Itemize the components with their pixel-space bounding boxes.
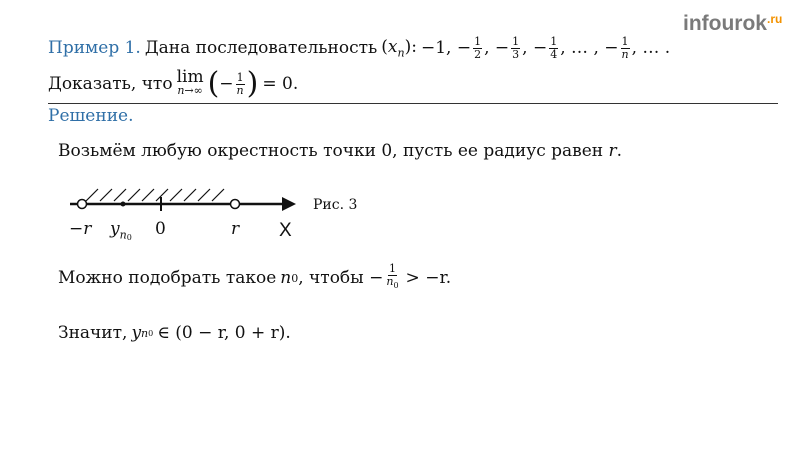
solution-label: Решение. bbox=[48, 106, 134, 126]
infourok-logo bbox=[683, 12, 782, 36]
label-r: r bbox=[231, 219, 240, 239]
example-statement: Дана последовательность bbox=[144, 38, 378, 58]
example-line: Пример 1. Дана последовательность $(x_n)$: −1, − $\frac{1}{2}$ , − $\frac{1}{3}$ , − $\frac{1}{4}$ , … , − $\frac{1}{n}$ , … . bbox=[48, 34, 671, 61]
fraction-1-2: $\frac{1}{2}$ bbox=[474, 34, 482, 61]
logo-suffix: .ru bbox=[767, 12, 783, 26]
label-minus-r: −r bbox=[69, 219, 92, 239]
limit: lim n→∞ bbox=[176, 67, 204, 97]
fraction-1-n0: $\frac{1}{n_0}$ bbox=[386, 262, 399, 291]
fraction-1-n-limit: $\frac{1}{n}$ bbox=[236, 70, 244, 97]
example-label: Пример 1. bbox=[48, 38, 141, 58]
figure-caption: Рис. 3 bbox=[313, 197, 358, 213]
point-minus-r bbox=[78, 200, 87, 209]
step-2: Можно подобрать такое n 0 , чтобы − $\frac{1}{n_0}$ > −r. bbox=[58, 262, 452, 291]
fraction-1-4: $\frac{1}{4}$ bbox=[550, 34, 558, 61]
prove-text: Доказать, что bbox=[48, 74, 173, 94]
divider bbox=[48, 103, 778, 104]
logo-text: infourok bbox=[683, 12, 767, 35]
prove-minus: − bbox=[219, 74, 234, 94]
point-y bbox=[121, 202, 126, 207]
sequence-symbol: $(x_n)$: bbox=[381, 36, 417, 60]
hatch-marks bbox=[86, 189, 224, 201]
point-r bbox=[231, 200, 240, 209]
sequence-first: −1, − bbox=[420, 38, 472, 58]
number-line-figure bbox=[60, 184, 310, 244]
fraction-1-3: $\frac{1}{3}$ bbox=[512, 34, 520, 61]
prove-equals: = 0. bbox=[262, 74, 299, 94]
sequence-dots: , … , − bbox=[560, 38, 619, 58]
axis-arrow bbox=[282, 197, 296, 211]
step-3: Значит, y n 0 ∈ (0 − r, 0 + r). bbox=[58, 323, 291, 343]
prove-line: Доказать, что lim n→∞ ( − $\frac{1}{n}$ ) = 0. bbox=[48, 66, 299, 101]
sequence-tail: , … . bbox=[631, 38, 671, 58]
label-zero: 0 bbox=[155, 219, 166, 239]
label-y-n0: $y_{n0}$ bbox=[110, 219, 132, 242]
fraction-1-n: $\frac{1}{n}$ bbox=[621, 34, 629, 61]
step-1: Возьмём любую окрестность точки 0, пусть ее радиус равен r. bbox=[58, 141, 623, 161]
label-axis-x: X bbox=[279, 220, 292, 241]
